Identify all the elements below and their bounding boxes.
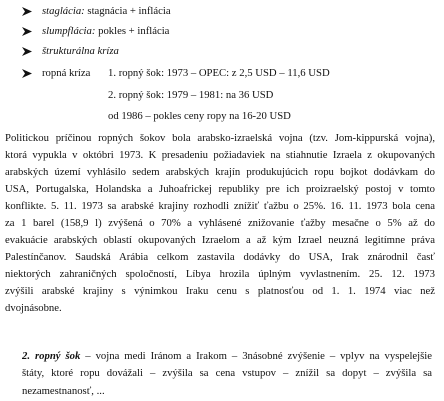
bullet-text [42,44,119,59]
term-definition: stagnácia + inflácia [84,5,171,17]
section-line: nezamestnanosť, ... [22,384,105,397]
political-causes-paragraph [5,130,435,318]
arrow-bullet-icon [22,66,32,81]
term-definition: pokles + inflácia [95,25,170,37]
section-text: – vojna medi Iránom a Irakom – 3násobné zvýšenie – vplyv na vyspelejšie [80,350,432,362]
arrow-bullet-icon [22,44,32,59]
bullet-text [42,4,171,19]
paragraph-line: zvýšili arabské krajiny s výnimkou Iraku cenu s platnosťou od 1. 1. 1974 viac než [5,285,435,298]
paragraph-line: niektorých zahraničných spoločností, Líbya hrozila úplným vyvlastnením. 25. 12. 1973 [5,268,435,281]
first-oil-shock-line: 1. ropný šok: 1973 – OPEC: z 2,5 USD – 11,6 USD [108,67,330,79]
crisis-label: ropná kríza [42,67,91,79]
paragraph-line: dvojnásobne. [5,302,62,315]
paragraph-line: Politickou príčinou ropných šokov bola arabsko-izraelská vojna (tzv. Jom-kippurská vojna), [5,132,435,144]
oil-price-decline-line: od 1986 – pokles ceny ropy na 16-20 USD [108,110,291,122]
second-oil-shock-section [22,348,432,400]
term-label: slumpflácia: [42,25,96,37]
bullet-text [42,24,169,39]
paragraph-line: USA, Portugalska, Holandska a Juhoafrickej republiky pre ich proizraelský postoj v tomto [5,183,435,196]
paragraph-line: Palestínčanov. Saudská Arábia celkom zastavila dodávky do USA, Irak znárodnil časť [5,251,435,264]
term-label: štrukturálna kríza [42,45,119,57]
paragraph-line: konflikte. 5. 11. 1973 sa arabské krajiny rozhodli znížiť ťažbu o 25%. 16. 11. 1973 bola cena [5,200,435,213]
paragraph-line: za 1 barel (158,9 l) zvýšená o 70% a vyhlásené znižovanie ťažby mesačne o 5% až do [5,217,435,230]
arrow-bullet-icon [22,24,32,39]
section-line: štáty, ktoré ropu dovážali – zvýšila sa cena vstupov – znížil sa dopyt – zvýšila sa [22,367,432,380]
paragraph-line: ktorá vypukla v októbri 1973. K presadeniu požiadaviek na stiahnutie Izraela z okupovaných [5,149,435,162]
term-label: staglácia: [42,5,85,17]
arrow-bullet-icon [22,4,32,19]
section-line [22,348,432,365]
paragraph-line: arabských území vyhlásilo sedem arabských krajín produkujúcich ropu bojkot dodávkam do [5,166,435,179]
second-oil-shock-line: 2. ropný šok: 1979 – 1981: na 36 USD [108,89,274,101]
paragraph-line: evakuácie arabských oblastí okupovaných Izraelom a až kým Izrael neuzná legitímne práva [5,234,435,247]
section-label: 2. ropný šok [22,350,81,362]
